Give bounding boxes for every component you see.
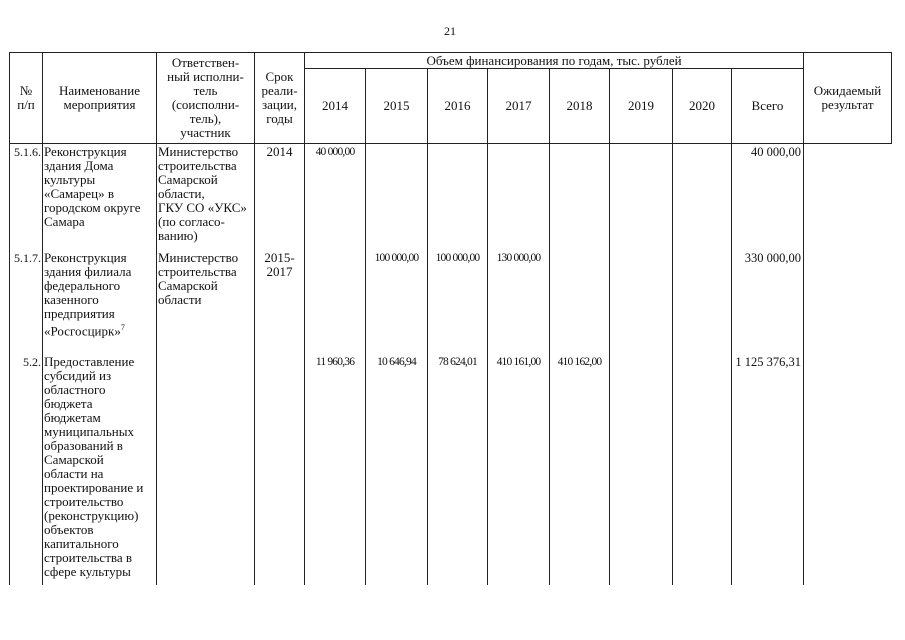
row-value-2017: [488, 144, 550, 246]
table-row: [10, 351, 892, 585]
row-value-2015: [366, 144, 428, 246]
header-total: Всего: [732, 69, 804, 144]
row-total: 40 000,00: [732, 144, 804, 246]
row-responsible: [157, 351, 255, 585]
row-result: [804, 144, 892, 246]
row-value-2018: [550, 144, 610, 246]
row-name: [43, 144, 157, 246]
funding-table: [9, 52, 892, 585]
row-number: 5.2.: [10, 351, 43, 585]
header-name: Наименование мероприятия: [43, 53, 157, 144]
row-term: 2014: [255, 144, 305, 246]
row-total: 330 000,00: [732, 245, 804, 351]
row-name-text: Реконструкция здания Дома культуры «Самарец» в городском округе Самара: [44, 144, 141, 229]
row-name: [43, 351, 157, 585]
header-year-2017: 2017: [488, 69, 550, 144]
row-number: 5.1.6.: [10, 144, 43, 246]
row-value-2019: [610, 144, 673, 246]
row-value-2017: 130 000,00: [488, 245, 550, 351]
header-year-2015: 2015: [366, 69, 428, 144]
row-result: [804, 245, 892, 351]
row-number: 5.1.7.: [10, 245, 43, 351]
table-row: [10, 245, 892, 351]
header-responsible: Ответствен- ный исполни- тель (соисполни- тель), участник: [157, 53, 255, 144]
row-responsible: Министерство строительства Самарской области: [157, 245, 255, 351]
header-year-2019: 2019: [610, 69, 673, 144]
row-term: [255, 351, 305, 585]
header-result: Ожидаемый результат: [804, 53, 892, 144]
row-value-2016: [428, 144, 488, 246]
row-name-text: Предоставление субсидий из областного бюджета бюджетам муниципальных образований в Самарской области на проектирование и строительство (реконструкцию) объектов капитального строительства в сфере культуры: [44, 354, 144, 579]
row-value-2014: [305, 245, 366, 351]
row-value-2018: [550, 245, 610, 351]
row-value-2020: [673, 144, 732, 246]
header-year-2020: 2020: [673, 69, 732, 144]
row-result: [804, 351, 892, 585]
page-number: 21: [444, 24, 456, 38]
row-name-text: Реконструкция здания филиала федерального казенного предприятия «Росгосцирк»: [44, 250, 132, 339]
row-responsible: Министерство строительства Самарской области, ГКУ СО «УКС» (по согласо- ванию): [157, 144, 255, 246]
row-value-2018: 410 162,00: [550, 351, 610, 585]
row-value-2015: 100 000,00: [366, 245, 428, 351]
header-year-2016: 2016: [428, 69, 488, 144]
row-value-2020: [673, 351, 732, 585]
row-value-2016: 100 000,00: [428, 245, 488, 351]
row-value-2019: [610, 245, 673, 351]
row-value-2016: 78 624,01: [428, 351, 488, 585]
header-no: № п/п: [10, 53, 43, 144]
row-name: [43, 245, 157, 351]
table-row: [10, 144, 892, 246]
header-funding-group: Объем финансирования по годам, тыс. рублей: [305, 53, 804, 69]
header-year-2014: 2014: [305, 69, 366, 144]
row-value-2014: 40 000,00: [305, 144, 366, 246]
row-value-2014: 11 960,36: [305, 351, 366, 585]
footnote-mark: 7: [120, 323, 125, 332]
row-value-2020: [673, 245, 732, 351]
row-term: 2015- 2017: [255, 245, 305, 351]
header-term: Срок реали- зации, годы: [255, 53, 305, 144]
row-total: 1 125 376,31: [732, 351, 804, 585]
header-year-2018: 2018: [550, 69, 610, 144]
row-value-2015: 10 646,94: [366, 351, 428, 585]
row-value-2019: [610, 351, 673, 585]
row-value-2017: 410 161,00: [488, 351, 550, 585]
